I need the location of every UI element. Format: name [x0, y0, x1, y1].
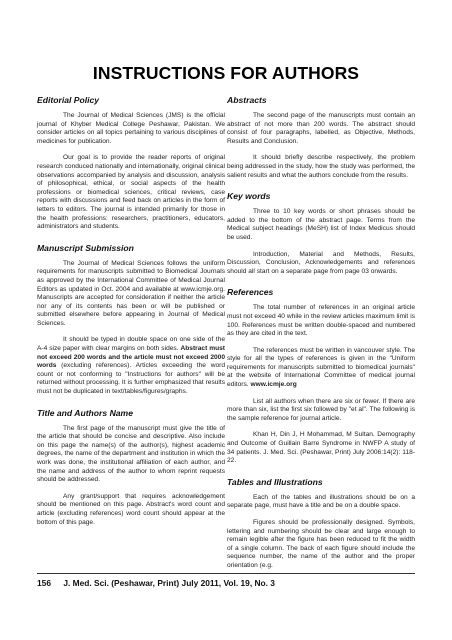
- abstracts-paragraph-1: The second page of the manuscripts must contain an abstract of not more than 200 words. The abstract should consist of four paragraphs, labelled, as Objective, Methods, Results and Conclusion.: [227, 112, 415, 145]
- word-limit-bold-text: Abstract must not exceed 200 words and the article must not exceed 2000 words: [37, 345, 225, 370]
- page-number: 156: [37, 578, 51, 588]
- title-authors-paragraph-1: The first page of the manuscript must give the title of the article that should be concise and descriptive. Also include on this page the name(s) of the author(s), highest academic degrees, the name of the department and institution in which the work was done, the institutional affiliation of each author, and the name and address of the author to whom reprint requests should be addressed.: [37, 424, 225, 484]
- tables-paragraph-2: Figures should be professionally designed. Symbols, lettering and numbering should be clear and large enough to remain legible after the figure has been reduced to fit the width of a single column. The back of each figure should include the sequence number, the name of the author and the proper orientation (e.g.: [227, 519, 415, 569]
- editorial-policy-paragraph-1: The Journal of Medical Sciences (JMS) is the official journal of Khyber Medical College Peshawar, Pakistan. We consider articles on all topics pertaining to various disciplines of medicines for publication.: [37, 112, 225, 145]
- editorial-policy-heading: Editorial Policy: [37, 95, 100, 105]
- manuscript-text-b: (excluding references). Articles exceeding the word count or not conforming to "Instructions for authors" will be returned without processing. It is further emphasized that results must not be duplicated in text/tables/figures/graphs.: [37, 362, 225, 396]
- title-authors-paragraph-2: Any grant/support that requires acknowledgement should be mentioned on this page. Abstract's word count and article (excluding references) word count should appear at the bottom of this page.: [37, 492, 225, 526]
- title-authors-heading: Title and Authors Name: [37, 407, 133, 418]
- left-column: [37, 95, 225, 535]
- references-paragraph-1: The total number of references in an original article must not exceed 40 while in the review articles maximum limit is 100. References must be written double-spaced and numbered as they are cited in the text.: [227, 304, 415, 338]
- manuscript-submission-paragraph-1: The Journal of Medical Sciences follows the uniform requirements for manuscripts submitted to Biomedical Journals as approved by the International Committee of Medical Journal Editors as updated in Oct. 2004 and available at www.icmje.org. Manuscripts are accepted for consideration if neither the article nor any of its contents has been or will be published or submitted elsewhere before appearing in Journal of Medical Sciences.: [37, 259, 225, 327]
- references-heading: References: [227, 287, 274, 298]
- key-words-paragraph-1: Three to 10 key words or short phrases should be added to the bottom of the abstract page. Terms from the Medical subject headings (MeSH) list of Index Medicus should be used.: [227, 208, 415, 241]
- tables-illustrations-heading: Tables and Illustrations: [227, 476, 323, 487]
- journal-citation: J. Med. Sci. (Peshawar, Print) July 2011, Vol. 19, No. 3: [63, 578, 275, 588]
- abstracts-heading: Abstracts: [227, 95, 267, 105]
- abstracts-paragraph-2: It should briefly describe respectively, the problem being addressed in the study, how the study was performed, the salient results and what the authors conclude from the results.: [227, 154, 415, 179]
- key-words-paragraph-2: Introduction, Material and Methods, Results, Discussion, Conclusion, Acknowledgements and references should all start on a separate page from page 03 onwards.: [227, 250, 415, 275]
- right-column: [227, 95, 415, 579]
- references-paragraph-3: List all authors when there are six or fewer. If there are more than six, list the first six followed by "et al". The following is the sample reference for journal article.: [227, 397, 415, 422]
- key-words-heading: Key words: [227, 191, 271, 202]
- manuscript-submission-paragraph-2: [37, 336, 225, 396]
- references-text-a: The references must be written in vancouver style. The style for all the types of references is given in the "Uniform requirements for manuscripts submitted to biomedical journals" at the website of International Committee of medical journal editors.: [227, 346, 415, 389]
- sample-reference: Khan H, Din J, H Mohammad, M Sultan. Demography and Outcome of Guillain Barre Syndrome in NWFP A study of 34 patients. J. Med. Sci. (Peshawar, Print) July 2006:14(2): 118-22.: [227, 431, 415, 465]
- footer-divider: [37, 573, 415, 574]
- tables-paragraph-1: Each of the tables and illustrations should be on a separate page, must have a title and be on a double space.: [227, 493, 415, 510]
- page-footer: [37, 578, 275, 588]
- icmje-link[interactable]: www.icmje.org: [250, 381, 297, 389]
- manuscript-submission-heading: Manuscript Submission: [37, 242, 134, 253]
- manuscript-text-a: It should be typed in double space on one side of the A-4 size paper with clear margins on both sides.: [37, 336, 225, 353]
- page-title: INSTRUCTIONS FOR AUTHORS: [92, 63, 360, 83]
- editorial-policy-paragraph-2: Our goal is to provide the reader reports of original research conduced nationally and internationally, original clinical observations accompanied by analysis and discussion, analysis of philosophical, ethical, or social aspects of the health professions or biomedical sciences, critical reviews, case reports with discussions and feed back on articles in the form of letters to editors. The journal is intended primarily for those in the health professions: researchers, practitioners, educators, administrators and students.: [37, 154, 225, 231]
- references-paragraph-2: [227, 347, 415, 390]
